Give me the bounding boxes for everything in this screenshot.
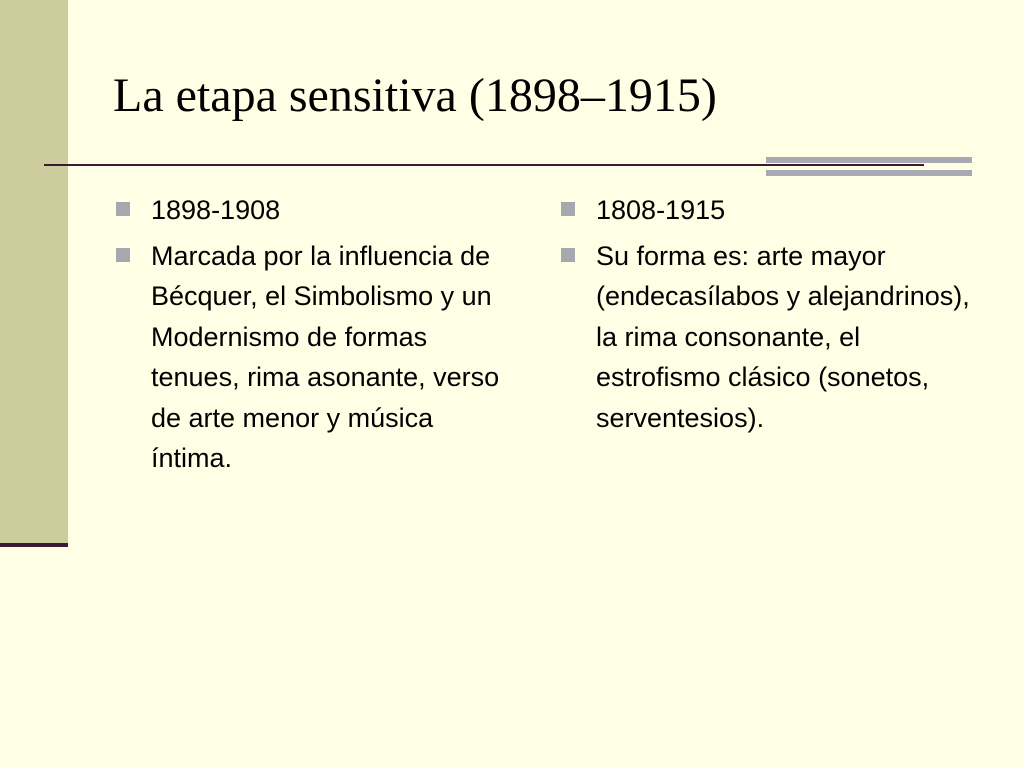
bullet-text: 1808-1915 xyxy=(596,195,726,225)
list-item xyxy=(558,236,978,439)
side-band xyxy=(0,0,68,545)
square-bullet-icon xyxy=(116,202,130,216)
left-column xyxy=(113,190,513,484)
bullet-text: Su forma es: arte mayor (endecasílabos y alejandrinos), la rima consonante, el estrofismo clásico (sonetos, serventesios). xyxy=(596,240,970,433)
list-item xyxy=(558,190,978,231)
accent-bar-bottom xyxy=(766,170,972,176)
slide-title: La etapa sensitiva (1898–1915) xyxy=(113,69,717,122)
square-bullet-icon xyxy=(116,248,130,262)
bullet-text: Marcada por la influencia de Bécquer, el Simbolismo y un Modernismo de formas tenues, rima asonante, verso de arte menor y música íntima. xyxy=(151,240,500,473)
list-item xyxy=(113,236,513,479)
accent-bars xyxy=(766,157,972,179)
square-bullet-icon xyxy=(561,202,575,216)
bullet-text: 1898-1908 xyxy=(151,195,281,225)
list-item xyxy=(113,190,513,231)
side-band-rule xyxy=(0,543,68,547)
right-column xyxy=(558,190,978,443)
square-bullet-icon xyxy=(561,248,575,262)
accent-bar-top xyxy=(766,157,972,163)
